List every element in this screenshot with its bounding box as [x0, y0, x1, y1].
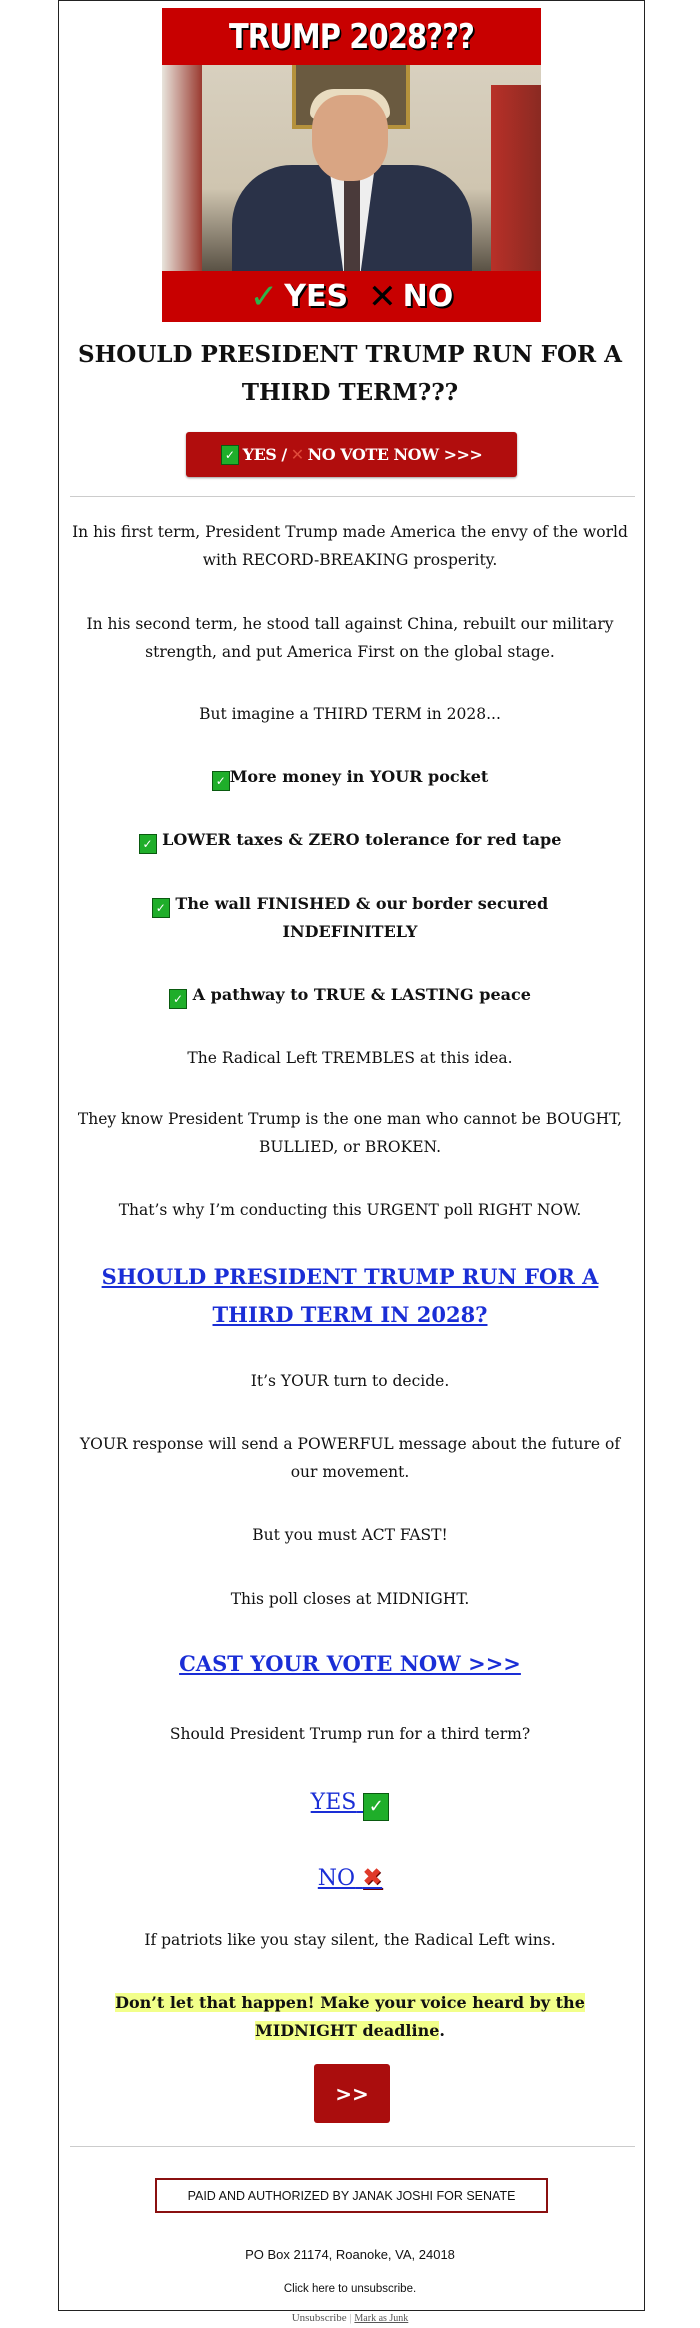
bullet-item: [70, 763, 630, 791]
yes-label: YES: [310, 1790, 357, 1815]
yes-option: [70, 1786, 630, 1821]
bullet-item: [70, 981, 630, 1009]
check-box-icon: ✓: [212, 771, 230, 791]
yes-link[interactable]: [311, 1790, 390, 1815]
paragraph: YOUR response will send a POWERFUL message about the future of our movement.: [79, 1435, 621, 1481]
paid-for-disclaimer: PAID AND AUTHORIZED BY JANAK JOSHI FOR SENATE: [155, 2178, 548, 2213]
poll-question: Should President Trump run for a third term?: [169, 1725, 531, 1743]
check-box-icon: ✓: [152, 898, 170, 918]
bullet-item: [70, 826, 630, 854]
no-link[interactable]: [317, 1863, 383, 1891]
hero-photo: [162, 65, 541, 271]
hero-title: TRUMP 2028???: [228, 16, 475, 57]
paragraph: They know President Trump is the one man who cannot be BOUGHT, BULLIED, or BROKEN.: [77, 1110, 623, 1156]
highlighted-text: Don’t let that happen! Make your voice heard by the MIDNIGHT deadline: [115, 1993, 585, 2040]
check-box-icon: ✓: [363, 1793, 389, 1821]
paragraph: This poll closes at MIDNIGHT.: [230, 1590, 470, 1608]
hero-yes-no: [162, 271, 541, 322]
paragraph: That’s why I’m conducting this URGENT poll RIGHT NOW.: [118, 1201, 582, 1219]
period: .: [439, 2021, 445, 2040]
vote-button-no: NO VOTE NOW >>>: [307, 445, 483, 464]
check-icon: ✓: [249, 276, 279, 317]
client-footer: [0, 2312, 700, 2324]
check-box-icon: ✓: [169, 989, 187, 1009]
no-label: NO: [317, 1866, 356, 1891]
poll-link[interactable]: SHOULD PRESIDENT TRUMP RUN FOR A THIRD TERM IN 2028?: [101, 1264, 599, 1327]
separator: |: [349, 2312, 352, 2324]
paragraph: If patriots like you stay silent, the Radical Left wins.: [144, 1931, 556, 1949]
divider: [70, 496, 635, 497]
vote-button-yes: YES /: [242, 445, 287, 464]
bullet-item: [120, 890, 580, 945]
bullet-text: The wall FINISHED & our border secured INDEFINITELY: [175, 894, 549, 941]
paragraph: The Radical Left TREMBLES at this idea.: [187, 1049, 513, 1067]
hero-yes: YES: [284, 279, 349, 314]
unsubscribe-link[interactable]: Click here to unsubscribe.: [283, 2283, 417, 2295]
cross-mark-icon: ✖: [362, 1863, 383, 1891]
cast-vote-heading: [70, 1648, 630, 1680]
no-option: [70, 1860, 630, 1896]
bullet-text: A pathway to TRUE & LASTING peace: [192, 985, 531, 1004]
divider: [70, 2146, 635, 2147]
cast-vote-link[interactable]: CAST YOUR VOTE NOW >>>: [179, 1651, 521, 1676]
hero-image[interactable]: [162, 8, 541, 322]
unsubscribe-action[interactable]: Unsubscribe: [291, 2312, 347, 2324]
address: PO Box 21174, Roanoke, VA, 24018: [245, 2247, 455, 2262]
check-box-icon: ✓: [139, 834, 157, 854]
bullet-text: More money in YOUR pocket: [229, 767, 489, 786]
page-title: SHOULD PRESIDENT TRUMP RUN FOR A THIRD TERM???: [77, 341, 623, 406]
poll-heading: [70, 1258, 630, 1334]
paragraph: In his second term, he stood tall against China, rebuilt our military strength, and put America First on the global stage.: [86, 615, 614, 661]
vote-now-button[interactable]: [186, 432, 517, 477]
deadline-callout: [100, 1989, 600, 2045]
x-icon: ✕: [368, 276, 397, 317]
continue-button[interactable]: >>: [314, 2064, 390, 2123]
hero-no: NO: [402, 279, 454, 314]
check-box-icon: ✓: [221, 445, 239, 465]
paragraph: It’s YOUR turn to decide.: [250, 1372, 450, 1390]
paragraph: In his first term, President Trump made America the envy of the world with RECORD-BREAKING prosperity.: [72, 523, 628, 569]
bullet-text: LOWER taxes & ZERO tolerance for red tape: [162, 830, 562, 849]
mark-as-junk-link[interactable]: Mark as Junk: [354, 2313, 409, 2324]
paragraph: But imagine a THIRD TERM in 2028...: [199, 705, 501, 723]
x-icon: ✕: [290, 445, 304, 464]
paragraph: But you must ACT FAST!: [252, 1526, 448, 1544]
